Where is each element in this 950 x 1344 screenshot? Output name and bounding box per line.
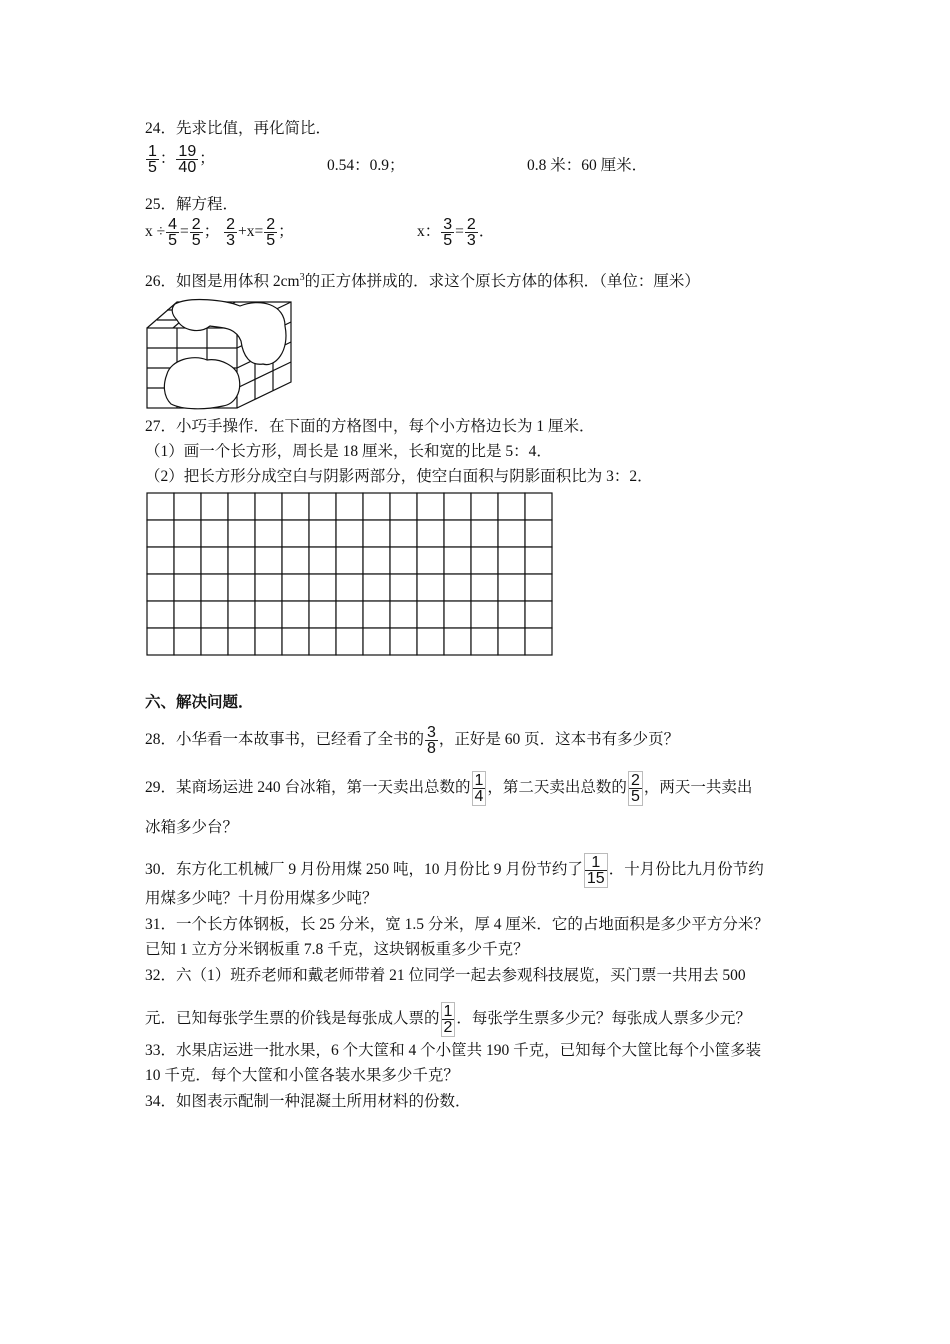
grid-cell[interactable] bbox=[201, 628, 228, 655]
grid-cell[interactable] bbox=[309, 628, 336, 655]
grid-cell[interactable] bbox=[174, 520, 201, 547]
fraction: $\frac{3}{8}$ bbox=[427, 724, 436, 757]
grid-cell[interactable] bbox=[390, 601, 417, 628]
q25-title: 25．解方程． bbox=[145, 196, 239, 213]
grid-cell[interactable] bbox=[498, 574, 525, 601]
grid-cell[interactable] bbox=[201, 520, 228, 547]
grid-cell[interactable] bbox=[498, 628, 525, 655]
q30-text-cont: 用煤多少吨？十月份用煤多少吨？ bbox=[145, 890, 378, 907]
grid-cell[interactable] bbox=[282, 574, 309, 601]
grid-cell[interactable] bbox=[417, 628, 444, 655]
grid-cell[interactable] bbox=[147, 574, 174, 601]
grid-cell[interactable] bbox=[147, 628, 174, 655]
grid-cell[interactable] bbox=[147, 493, 174, 520]
fraction: $\frac{2}{5}$ bbox=[628, 771, 643, 806]
grid-cell[interactable] bbox=[525, 574, 552, 601]
q27-title: 27．小巧手操作．在下面的方格图中，每个小方格边长为 1 厘米． bbox=[145, 418, 595, 435]
grid-cell[interactable] bbox=[174, 493, 201, 520]
grid-cell[interactable] bbox=[147, 520, 174, 547]
grid-cell[interactable] bbox=[228, 493, 255, 520]
q29-text-cont: 冰箱多少台？ bbox=[145, 819, 239, 836]
grid-cell[interactable] bbox=[282, 493, 309, 520]
grid-cell[interactable] bbox=[228, 574, 255, 601]
grid-cell[interactable] bbox=[444, 574, 471, 601]
grid-cell[interactable] bbox=[471, 601, 498, 628]
grid-cell[interactable] bbox=[336, 574, 363, 601]
section-title: 六、解决问题． bbox=[145, 694, 254, 711]
grid-cell[interactable] bbox=[471, 628, 498, 655]
fraction: $\frac{1}{2}$ bbox=[441, 1002, 456, 1037]
grid-cell[interactable] bbox=[336, 520, 363, 547]
grid-cell[interactable] bbox=[147, 601, 174, 628]
q31-line-1: 31．一个长方体钢板，长 25 分米，宽 1.5 分米，厚 4 厘米．它的占地面积是多少平方分米？ bbox=[145, 916, 769, 933]
fraction: $\frac{4}{5}$ bbox=[168, 216, 178, 249]
grid-cell[interactable] bbox=[471, 547, 498, 574]
fraction: $\frac{2}{3}$ bbox=[226, 216, 235, 249]
grid-cell[interactable] bbox=[525, 520, 552, 547]
grid-cell[interactable] bbox=[525, 547, 552, 574]
grid-cell[interactable] bbox=[255, 574, 282, 601]
grid-cell[interactable] bbox=[201, 493, 228, 520]
grid-cell[interactable] bbox=[147, 547, 174, 574]
grid-cell[interactable] bbox=[255, 601, 282, 628]
grid-cell[interactable] bbox=[417, 520, 444, 547]
fraction: $\frac{1}{4}$ bbox=[472, 771, 487, 806]
grid-cell[interactable] bbox=[282, 547, 309, 574]
q32-line-1: 32．六（1）班乔老师和戴老师带着 21 位同学一起去参观科技展览，买门票一共用去 500 bbox=[145, 967, 746, 984]
fraction: $\frac{2}{5}$ bbox=[266, 216, 276, 249]
fraction: $\frac{2}{5}$ bbox=[191, 216, 201, 249]
grid-cell[interactable] bbox=[201, 601, 228, 628]
grid-cell[interactable] bbox=[282, 601, 309, 628]
grid-cell[interactable] bbox=[363, 520, 390, 547]
q24-item-3: 0.8 米：60 厘米． bbox=[527, 157, 648, 174]
grid-cell[interactable] bbox=[228, 520, 255, 547]
q27-part-2: （2）把长方形分成空白与阴影两部分，使空白面积与阴影面积比为 3：2． bbox=[145, 468, 653, 485]
grid-cell[interactable] bbox=[255, 628, 282, 655]
grid-cell[interactable] bbox=[363, 574, 390, 601]
grid-cell[interactable] bbox=[201, 547, 228, 574]
grid-cell[interactable] bbox=[444, 520, 471, 547]
grid-cell[interactable] bbox=[309, 601, 336, 628]
grid-cell[interactable] bbox=[336, 547, 363, 574]
fraction: $\frac{2}{3}$ bbox=[466, 216, 476, 249]
grid-cell[interactable] bbox=[174, 628, 201, 655]
grid-cell[interactable] bbox=[363, 601, 390, 628]
grid-cell[interactable] bbox=[363, 547, 390, 574]
grid-cell[interactable] bbox=[444, 601, 471, 628]
q27-part-1: （1）画一个长方形，周长是 18 厘米，长和宽的比是 5：4． bbox=[145, 443, 552, 460]
torn-patch-bottom bbox=[164, 358, 239, 409]
q26-text: 26．如图是用体积 $2cm^3$的正方体拼成的．求这个原长方体的体积．（单位：厘米） bbox=[145, 272, 700, 291]
grid-cell[interactable] bbox=[363, 628, 390, 655]
grid-cell[interactable] bbox=[525, 601, 552, 628]
q31-line-2: 已知 1 立方分米钢板重 7.8 千克，这块钢板重多少千克？ bbox=[145, 941, 529, 958]
q28-text: 28．小华看一本故事书，已经看了全书的 $\frac{3}{8}$ ，正好是 60 页．这本书有多少页？ bbox=[145, 724, 680, 757]
grid-cell[interactable] bbox=[417, 547, 444, 574]
grid-cell[interactable] bbox=[390, 628, 417, 655]
grid-cell[interactable] bbox=[498, 520, 525, 547]
grid-cell[interactable] bbox=[498, 493, 525, 520]
grid-cell[interactable] bbox=[417, 493, 444, 520]
q24-item-2: 0.54：0.9； bbox=[327, 157, 405, 174]
grid-cell[interactable] bbox=[525, 493, 552, 520]
grid-cell[interactable] bbox=[363, 493, 390, 520]
fraction: $\frac{3}{5}$ bbox=[443, 216, 453, 249]
grid-cell[interactable] bbox=[390, 574, 417, 601]
torn-patch-top bbox=[172, 300, 286, 365]
cuboid-figure bbox=[145, 296, 295, 414]
grid-cell[interactable] bbox=[282, 520, 309, 547]
grid-cell[interactable] bbox=[309, 520, 336, 547]
grid-cell[interactable] bbox=[390, 520, 417, 547]
grid-cell[interactable] bbox=[444, 628, 471, 655]
grid-cell[interactable] bbox=[228, 547, 255, 574]
q34-text: 34．如图表示配制一种混凝土所用材料的份数． bbox=[145, 1093, 471, 1110]
grid-cell[interactable] bbox=[174, 547, 201, 574]
grid-cell[interactable] bbox=[201, 574, 228, 601]
grid-cell[interactable] bbox=[309, 547, 336, 574]
grid-cell[interactable] bbox=[282, 628, 309, 655]
q25-equations: x ÷ $\frac{4}{5}$ = $\frac{2}{5}$ ； $\frac{2}{3}$ +x= $\frac{2}{5}$ ； x： $\frac{3}{5}$ = $\frac{2}{3}$ ． bbox=[145, 216, 495, 249]
q24-title: 24．先求比值，再化简比． bbox=[145, 120, 332, 137]
grid-cell[interactable] bbox=[444, 493, 471, 520]
grid-cell[interactable] bbox=[525, 628, 552, 655]
grid-cell[interactable] bbox=[471, 493, 498, 520]
grid-cell[interactable] bbox=[390, 493, 417, 520]
fraction: $\frac{1}{15}$ bbox=[584, 853, 608, 888]
grid-cell[interactable] bbox=[255, 547, 282, 574]
grid-cell[interactable] bbox=[255, 520, 282, 547]
q33-line-1: 33．水果店运进一批水果，6 个大筐和 4 个小筐共 190 千克，已知每个大筐比每个小筐多装 bbox=[145, 1042, 762, 1059]
q29-text: 29．某商场运进 240 台冰箱，第一天卖出总数的 $\frac{1}{4}$ ，第二天卖出总数的 $\frac{2}{5}$ ，两天一共卖出 bbox=[145, 772, 753, 805]
grid-cell[interactable] bbox=[228, 628, 255, 655]
fraction: $\frac{1}{5}$ bbox=[148, 143, 157, 176]
grid-cell[interactable] bbox=[444, 547, 471, 574]
grid-cell[interactable] bbox=[255, 493, 282, 520]
grid-cell[interactable] bbox=[174, 601, 201, 628]
grid-cell[interactable] bbox=[309, 574, 336, 601]
q30-text: 30．东方化工机械厂 9 月份用煤 250 吨，10 月份比 9 月份节约了 $\frac{1}{15}$ ．十月份比九月份节约 bbox=[145, 854, 764, 887]
grid-cell[interactable] bbox=[336, 493, 363, 520]
square-grid[interactable] bbox=[146, 492, 556, 662]
grid-cell[interactable] bbox=[417, 574, 444, 601]
grid-cell[interactable] bbox=[471, 574, 498, 601]
q24-expressions: $\frac{1}{5}$ ： $\frac{19}{40}$ ； 0.54：0.9； 0.8 米：60 厘米． bbox=[148, 143, 648, 176]
q25-equation-3: x： $\frac{3}{5}$ = $\frac{2}{3}$ ． bbox=[417, 216, 495, 249]
grid-cell[interactable] bbox=[498, 547, 525, 574]
q32-line-2: 元．已知每张学生票的价钱是每张成人票的 $\frac{1}{2}$ ．每张学生票多少元？每张成人票多少元？ bbox=[145, 1003, 751, 1036]
grid-cell[interactable] bbox=[336, 628, 363, 655]
grid-cell[interactable] bbox=[309, 493, 336, 520]
grid-cell[interactable] bbox=[471, 520, 498, 547]
grid-cell[interactable] bbox=[417, 601, 444, 628]
grid-cell[interactable] bbox=[174, 574, 201, 601]
grid-cell[interactable] bbox=[336, 601, 363, 628]
q33-line-2: 10 千克．每个大筐和小筐各装水果多少千克？ bbox=[145, 1067, 459, 1084]
grid-cell[interactable] bbox=[228, 601, 255, 628]
grid-cell[interactable] bbox=[390, 547, 417, 574]
grid-cell[interactable] bbox=[498, 601, 525, 628]
fraction: $\frac{19}{40}$ bbox=[178, 143, 197, 176]
